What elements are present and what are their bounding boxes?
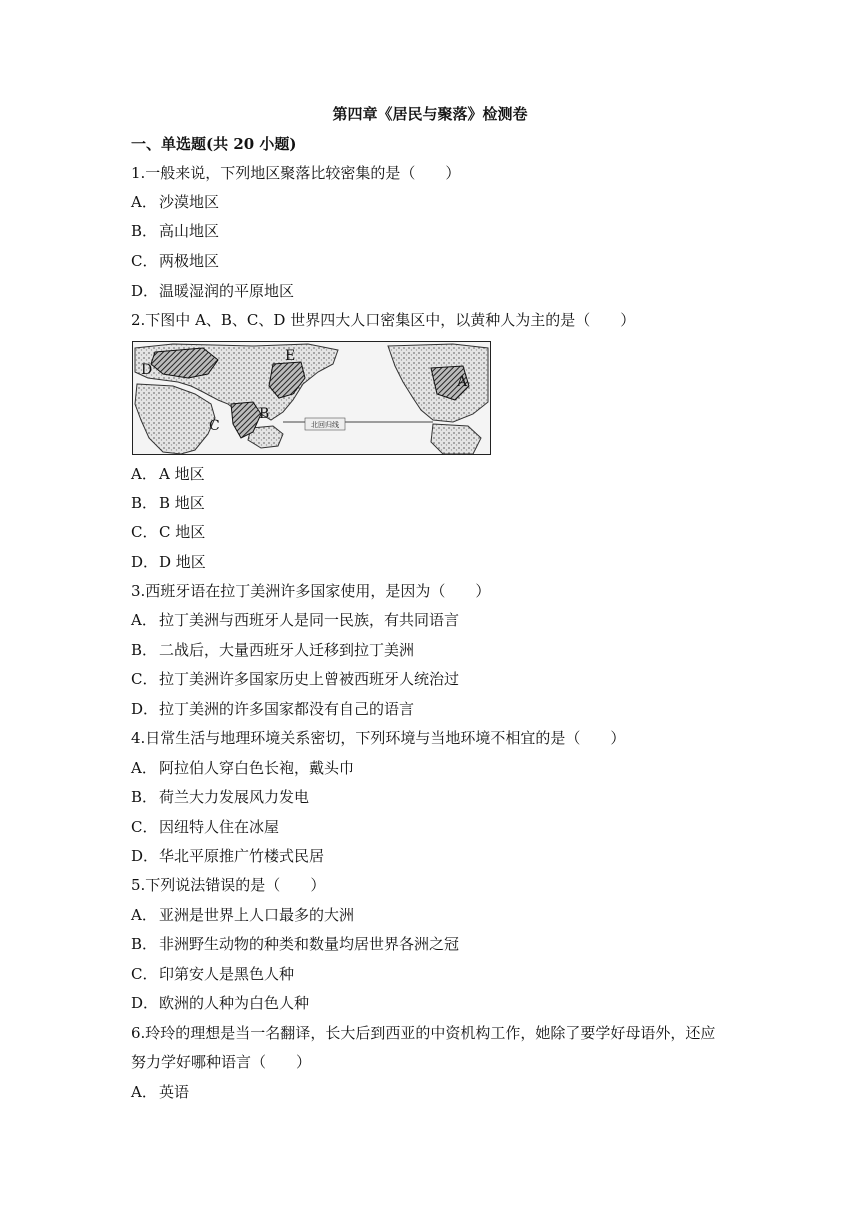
option-letter: A．: [131, 759, 157, 777]
option-letter: A．: [131, 193, 157, 211]
option-letter: C．: [131, 252, 158, 270]
option[interactable]: [131, 904, 354, 926]
option-text: C 地区: [159, 523, 206, 541]
map-label-e: E: [285, 348, 296, 364]
option[interactable]: [131, 816, 279, 838]
option-text: 拉丁美洲的许多国家都没有自己的语言: [159, 700, 415, 718]
option-letter: A．: [131, 906, 157, 924]
option[interactable]: [131, 845, 324, 867]
option[interactable]: [131, 933, 459, 955]
option-letter: D．: [131, 700, 159, 718]
option-text: 高山地区: [159, 222, 220, 240]
option-letter: B．: [131, 222, 158, 240]
question-stem: 3.西班牙语在拉丁美洲许多国家使用，是因为（ ）: [131, 582, 491, 600]
section-heading: 一、单选题(共 20 小题): [131, 135, 297, 153]
option-letter: C．: [131, 670, 158, 688]
option-letter: D．: [131, 553, 159, 571]
option-letter: B．: [131, 494, 158, 512]
option-letter: C．: [131, 523, 158, 541]
option-letter: A．: [131, 611, 157, 629]
option-text: 温暖湿润的平原地区: [159, 282, 295, 300]
option-text: B 地区: [159, 494, 205, 512]
option[interactable]: [131, 492, 205, 514]
option-text: 阿拉伯人穿白色长袍，戴头巾: [159, 759, 355, 777]
option[interactable]: [131, 551, 206, 573]
option-text: 两极地区: [159, 252, 220, 270]
map-label-b: B: [259, 406, 270, 422]
option[interactable]: [131, 1081, 189, 1103]
option[interactable]: [131, 280, 294, 302]
option-letter: A．: [131, 465, 157, 483]
option-text: A 地区: [159, 465, 205, 483]
option-text: D 地区: [159, 553, 206, 571]
option[interactable]: [131, 786, 309, 808]
option[interactable]: [131, 609, 459, 631]
option-letter: C．: [131, 965, 158, 983]
question-stem: 5.下列说法错误的是（ ）: [131, 876, 326, 894]
option[interactable]: [131, 698, 414, 720]
option-letter: A．: [131, 1083, 157, 1101]
map-figure: [133, 342, 490, 454]
option-text: 亚洲是世界上人口最多的大洲: [159, 906, 355, 924]
option[interactable]: [131, 963, 294, 985]
map-label-a: A: [457, 374, 468, 390]
option-letter: D．: [131, 994, 159, 1012]
option[interactable]: [131, 668, 459, 690]
map-label-d: D: [141, 362, 153, 378]
option-letter: C．: [131, 818, 158, 836]
option-letter: B．: [131, 788, 158, 806]
option-text: 荷兰大力发展风力发电: [159, 788, 310, 806]
option-letter: D．: [131, 282, 159, 300]
option[interactable]: [131, 992, 309, 1014]
option[interactable]: [131, 220, 219, 242]
option-text: 欧洲的人种为白色人种: [159, 994, 310, 1012]
tropic-label: 北回归线: [311, 421, 339, 429]
option-text: 拉丁美洲与西班牙人是同一民族，有共同语言: [159, 611, 460, 629]
option-letter: B．: [131, 935, 158, 953]
option[interactable]: [131, 757, 354, 779]
option-text: 拉丁美洲许多国家历史上曾被西班牙人统治过: [159, 670, 460, 688]
option[interactable]: [131, 250, 219, 272]
question-stem: 4.日常生活与地理环境关系密切，下列环境与当地环境不相宜的是（ ）: [131, 729, 626, 747]
question-stem: 2.下图中 A、B、C、D 世界四大人口密集区中，以黄种人为主的是（ ）: [131, 311, 636, 329]
option-text: 二战后，大量西班牙人迁移到拉丁美洲: [159, 641, 415, 659]
option-text: 华北平原推广竹楼式民居: [159, 847, 325, 865]
page-title: 第四章《居民与聚落》检测卷: [332, 105, 528, 123]
question-stem: 1.一般来说，下列地区聚落比较密集的是（ ）: [131, 164, 461, 182]
option-text: 非洲野生动物的种类和数量均居世界各洲之冠: [159, 935, 460, 953]
map-label-c: C: [209, 418, 220, 434]
option[interactable]: [131, 639, 414, 661]
option[interactable]: [131, 191, 219, 213]
question-stem-continued: 努力学好哪种语言（ ）: [131, 1053, 312, 1071]
option-letter: D．: [131, 847, 159, 865]
option-letter: B．: [131, 641, 158, 659]
option[interactable]: [131, 521, 205, 543]
question-stem: 6.玲玲的理想是当一名翻译，长大后到西亚的中资机构工作，她除了要学好母语外，还应: [131, 1024, 716, 1042]
world-population-map: [132, 341, 491, 455]
option-text: 因纽特人住在冰屋: [159, 818, 280, 836]
option[interactable]: [131, 463, 205, 485]
option-text: 沙漠地区: [159, 193, 220, 211]
option-text: 印第安人是黑色人种: [159, 965, 295, 983]
option-text: 英语: [159, 1083, 190, 1101]
